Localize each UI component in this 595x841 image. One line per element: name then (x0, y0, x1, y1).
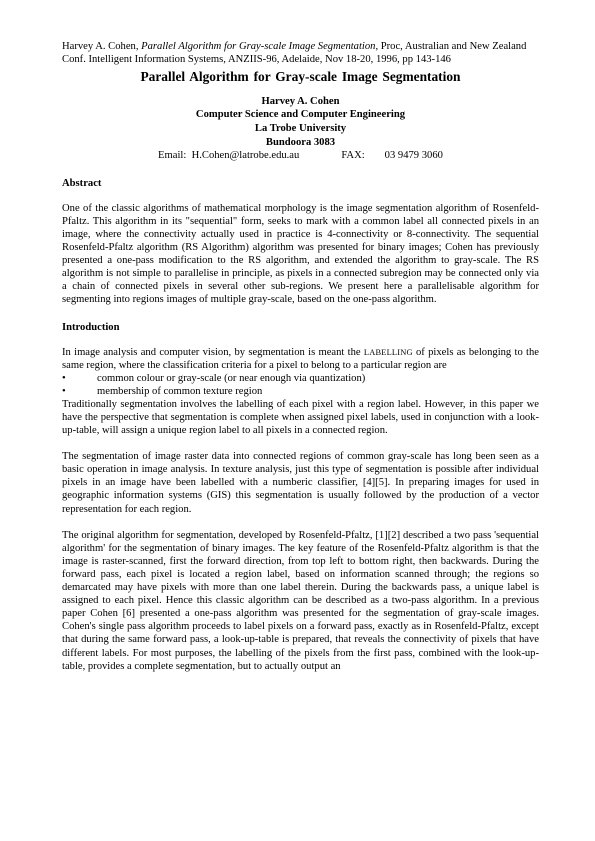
list-item (62, 385, 539, 398)
author-department: Computer Science and Computer Engineering (195, 109, 406, 121)
author-block (62, 95, 539, 149)
criteria-list (62, 372, 539, 398)
author-university: La Trobe University (254, 123, 347, 134)
citation-author: Harvey A. Cohen, (62, 41, 139, 52)
intro-paragraph-2: Traditionally segmentation involves the labelling of each pixel with a region label. However, in this paper we have the perspective that segmentation is complete when assigned pixel labels, used in conjunction with a look-up-table, will assign a unique region label to all pixels in a connected region. (62, 398, 539, 437)
author-name: Harvey A. Cohen (261, 95, 340, 107)
intro-paragraph-4: The original algorithm for segmentation, developed by Rosenfeld-Pfaltz, [1][2] described a two pass 'sequential algorithm' for the segmentation of binary images. The key feature of the Rosenfeld-Pfaltz algorithm is that the image is raster-scanned, first the forward direction, from top left to bottom right, then backwards. During the forward pass, each pixel is located a region label, based on information scanned through; the regions so demarcated may have pixels with more than one label therein. During the backwards pass, a unique label is assigned to each pixel. Hence this classic algorithm can be described as a two-pass algorithm. In a previous paper Cohen [6] presented a one-pass algorithm was presented for the segmentation of gray-scale images. Cohen's single pass algorithm proceeds to label pixels on a forward pass, exactly as in Rosenfeld-Pfaltz, except that during the same forward pass, a look-up-table is prepared, that reveals the connectivity of pixels that have different labels. For most purposes, the labelling of the pixels from the first pass, combined with the look-up-table, provides a complete segmentation, but to actually output an (62, 529, 539, 672)
fax-number: 03 9479 3060 (384, 150, 443, 162)
abstract-body: One of the classic algorithms of mathematical morphology is the image segmentation algorithm of Rosenfeld-Pfaltz. This algorithm in its "sequential" form, seeks to mark with a common label all connected pixels in an image, where the connectivity actually used in practice is 4-connectivity or 8-connectivity. The sequential Rosenfeld-Pfaltz algorithm (RS Algorithm) algorithm was presented for binary images; Cohen has previously presented a one-pass modification to the RS algorithm, and extended the algorithm to gray-scale. The RS algorithm is not simple to parallelise in principle, as pixels in a connected subregion may be connected only via a chain of connected pixels in several other sub-regions. We present here a parallelisable algorithm for segmenting into regions images of multiple gray-scale, based on the one-pass algorithm. (62, 202, 539, 306)
list-item (62, 372, 539, 385)
introduction-heading: Introduction (62, 321, 120, 333)
intro-p1-end: of pixels as belonging to the same region, where the classification criteria for a pixel to belong to a particular region are (62, 346, 539, 371)
citation-header (62, 40, 539, 67)
author-city: Bundoora 3083 (265, 136, 336, 148)
fax-label: FAX: (341, 150, 365, 162)
email-label: Email: (158, 150, 187, 162)
list-item-text: membership of common texture region (97, 385, 263, 397)
citation-paper-title: Parallel Algorithm for Gray-scale Image Segmentation (141, 41, 376, 52)
bullet-icon: • (62, 372, 66, 384)
email-address[interactable]: H.Cohen@latrobe.edu.au (191, 150, 300, 162)
intro-paragraph-1 (62, 346, 539, 372)
abstract-heading: Abstract (62, 177, 102, 189)
labelling-term: LABELLING (363, 347, 413, 357)
list-item-text: common colour or gray-scale (or near enough via quantization) (97, 372, 366, 384)
paper-page (62, 40, 539, 673)
contact-line (62, 149, 539, 163)
intro-p1-start: In image analysis and computer vision, by segmentation is meant the (62, 346, 364, 358)
intro-paragraph-3: The segmentation of image raster data into connected regions of common gray-scale has long been seen as a basic operation in image analysis. In texture analysis, just this type of segmentation is possible after individual pixels in an image have been labelled with a numberic classifier, [4][5]. In preparing images for used in geographic information systems (GIS) this segmentation is usually followed by the production of a vector representation for each region. (62, 451, 539, 515)
citation-venue: , Proc, Australian and New Zealand Conf. Intelligent Information Systems, ANZIIS-96, Adelaide, Nov 18-20, 1996, pp 143-146 (62, 41, 527, 66)
paper-title: Parallel Algorithm for Gray-scale Image Segmentation (140, 68, 461, 84)
bullet-icon: • (62, 385, 66, 397)
